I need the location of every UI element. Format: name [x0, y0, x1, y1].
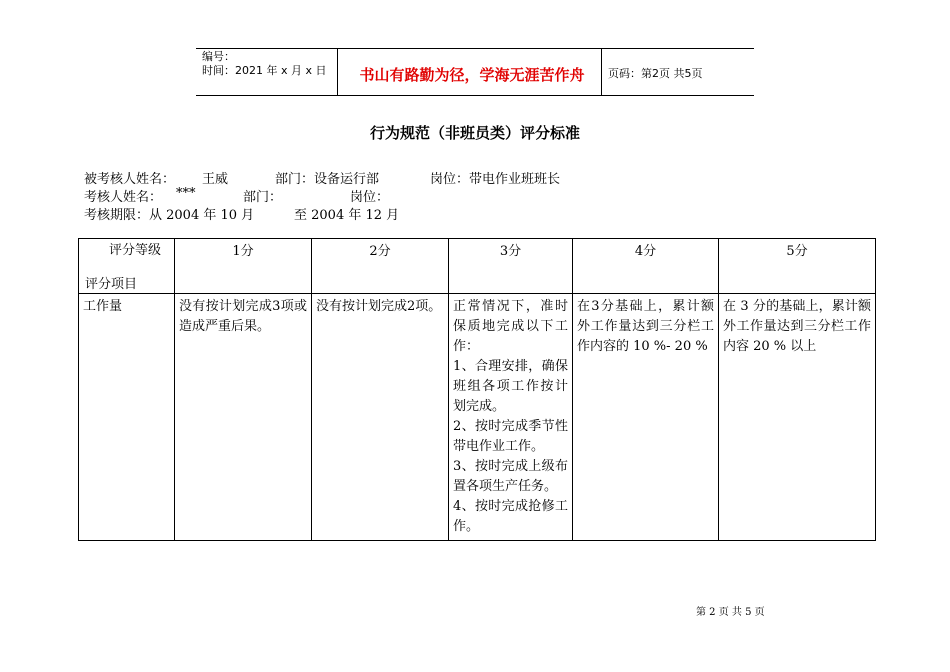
- scoring-table: [78, 238, 876, 541]
- list-item: 1、合理安排，确保班组各项工作按计划完成。: [453, 359, 568, 414]
- assessor-name: ***: [176, 186, 196, 201]
- header-divider: [337, 48, 338, 96]
- table-row: [79, 294, 876, 541]
- score-5-criteria: 在 3 分的基础上，累计额外工作量达到三分栏工作内容 20 % 以上: [719, 294, 876, 541]
- score-3-intro: 正常情况下，准时保质地完成以下工作：: [453, 299, 568, 354]
- list-item: 2、按时完成季节性带电作业工作。: [453, 419, 568, 454]
- score-header: 1分: [175, 239, 312, 294]
- period-label: 考核期限：从 2004 年 10 月: [84, 208, 255, 223]
- department-label: 部门：设备运行部: [275, 172, 380, 187]
- number-label: 编号：: [202, 50, 235, 63]
- score-2-criteria: 没有按计划完成2项。: [312, 294, 449, 541]
- header-bottom-rule: [196, 95, 754, 96]
- assessor-label: 考核人姓名：: [84, 190, 163, 205]
- corner-top-label: 评分等级: [109, 243, 162, 258]
- assessor-department-label: 部门：: [243, 190, 283, 205]
- page-label: 页码：第2页 共5页: [608, 67, 703, 80]
- corner-bottom-label: 评分项目: [85, 277, 138, 292]
- score-4-criteria: 在3分基础上，累计额外工作量达到三分栏工作内容的 10 %- 20 %: [573, 294, 719, 541]
- post-label: 岗位：带电作业班班长: [430, 172, 561, 187]
- time-label: 时间：2021 年 x 月 x 日: [202, 64, 327, 77]
- header-top-rule: [196, 48, 754, 49]
- score-header: 4分: [573, 239, 719, 294]
- document-title: 行为规范（非班员类）评分标准: [369, 124, 580, 142]
- page-header: [196, 48, 754, 96]
- table-header-row: [79, 239, 876, 294]
- motto: 书山有路勤为径，学海无涯苦作舟: [359, 66, 585, 84]
- period-to: 至 2004 年 12 月: [294, 208, 400, 223]
- score-header: 5分: [719, 239, 876, 294]
- list-item: 3、按时完成上级布置各项生产任务。: [453, 459, 568, 494]
- item-label: 工作量: [79, 294, 175, 541]
- assessee-label: 被考核人姓名：: [84, 172, 176, 187]
- score-header: 2分: [312, 239, 449, 294]
- assessor-post-label: 岗位：: [350, 190, 390, 205]
- corner-cell: [79, 239, 175, 294]
- score-1-criteria: 没有按计划完成3项或造成严重后果。: [175, 294, 312, 541]
- score-3-criteria: [449, 294, 573, 541]
- list-item: 4、按时完成抢修工作。: [453, 499, 568, 534]
- page-footer: 第 2 页 共 5 页: [696, 607, 765, 618]
- assessee-name: 王威: [202, 172, 229, 187]
- header-left-block: [202, 50, 327, 78]
- score-header: 3分: [449, 239, 573, 294]
